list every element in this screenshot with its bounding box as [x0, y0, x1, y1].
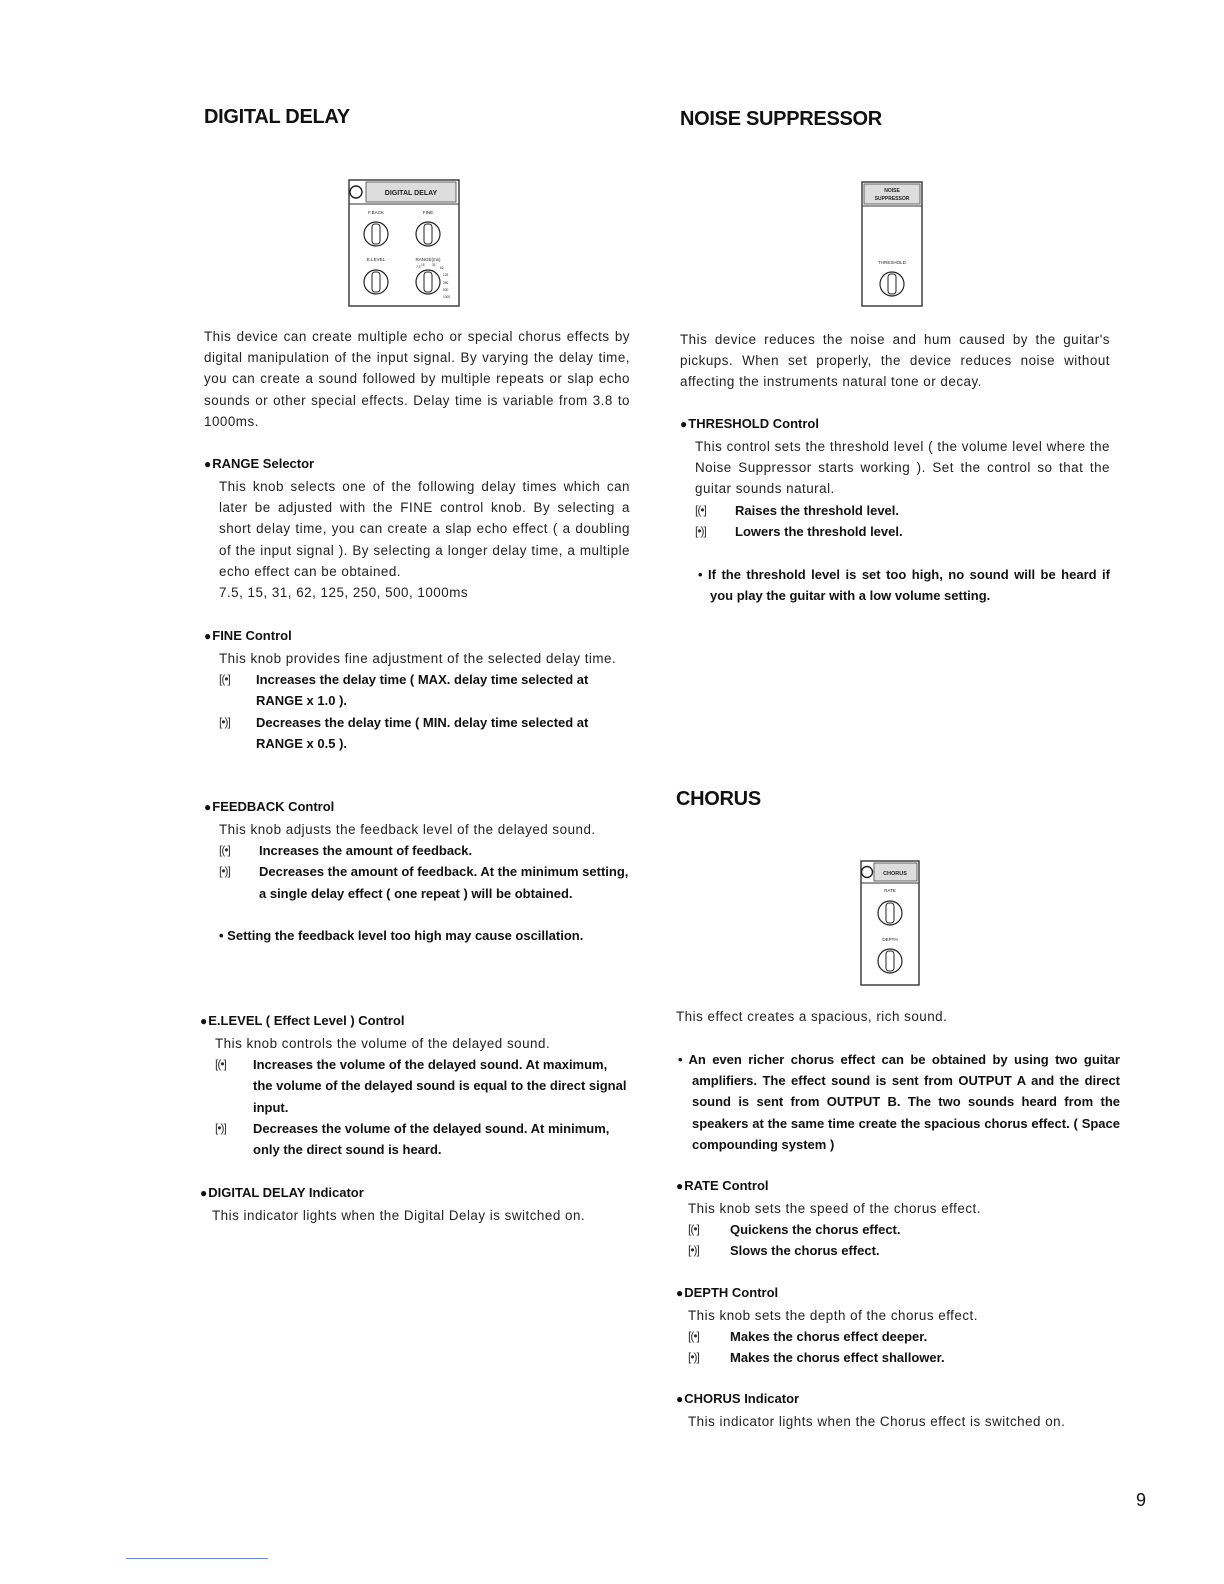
- range-section: [204, 454, 630, 603]
- clockwise-symbol-icon: [(•]: [219, 843, 230, 858]
- feedback-ccw-text: Decreases the amount of feedback. At the minimum setting, a single delay effect ( one repeat ) will be obtained.: [259, 864, 629, 901]
- range-mark-7: 500: [443, 288, 449, 292]
- elevel-ccw-text: Decreases the volume of the delayed sound. At minimum, only the direct sound is heard.: [253, 1120, 610, 1158]
- chorus-indicator-lamp-icon: [862, 867, 873, 878]
- range-heading: ● RANGE Selector: [204, 454, 630, 474]
- threshold-knob-icon: [880, 272, 904, 296]
- feedback-text: This knob adjusts the feedback level of the delayed sound.: [219, 822, 596, 837]
- rate-knob-icon: [878, 901, 902, 925]
- digital-delay-indicator-section: [200, 1183, 630, 1226]
- counterclockwise-symbol-icon: [•)]: [688, 1350, 699, 1365]
- feedback-note: • Setting the feedback level too high may cause oscillation.: [219, 927, 584, 943]
- digital-delay-title: DIGITAL DELAY: [204, 106, 350, 128]
- threshold-text: This control sets the threshold level ( the volume level where the Noise Suppressor starts working ). Set the control so that the guitar sounds natural.: [695, 439, 1110, 497]
- panel-name: DIGITAL DELAY: [384, 190, 438, 197]
- counterclockwise-symbol-icon: [•)]: [219, 714, 230, 729]
- threshold-section: [680, 414, 1110, 606]
- range-mark-5: 125: [443, 273, 449, 277]
- chorus-note: • An even richer chorus effect can be obtained by using two guitar amplifiers. The effect sound is sent from OUTPUT A and the direct sound is sent from OUTPUT B. The two sounds heard from the speakers at the same time create the spacious chorus effect. ( Space compounding system ): [678, 1052, 1120, 1152]
- chorus-intro: This effect creates a spacious, rich sound.: [676, 1009, 948, 1024]
- range-mark-2: 15: [421, 263, 425, 267]
- noise-suppressor-panel-illustration: [859, 180, 925, 310]
- clockwise-symbol-icon: [(•]: [688, 1222, 699, 1237]
- fine-label: FINE: [422, 210, 434, 215]
- rate-label: RATE: [884, 888, 896, 893]
- depth-heading: ● DEPTH Control: [676, 1283, 1110, 1303]
- depth-section: [676, 1283, 1110, 1369]
- threshold-cw-text: Raises the threshold level.: [735, 502, 900, 518]
- threshold-heading: ● THRESHOLD Control: [680, 414, 1110, 434]
- counterclockwise-symbol-icon: [•)]: [219, 864, 230, 879]
- depth-label: DEPTH: [882, 937, 898, 942]
- depth-ccw-text: Makes the chorus effect shallower.: [730, 1350, 945, 1366]
- digital-delay-indicator-text: This indicator lights when the Digital Delay is switched on.: [212, 1208, 586, 1223]
- range-mark-8: 1000: [443, 295, 451, 299]
- clockwise-symbol-icon: [(•]: [695, 502, 706, 517]
- chorus-panel-illustration: [858, 859, 922, 987]
- indicator-lamp-icon: [350, 186, 362, 198]
- chorus-panel-name: CHORUS: [883, 871, 907, 877]
- counterclockwise-symbol-icon: [•)]: [688, 1243, 699, 1258]
- fine-text: This knob provides fine adjustment of the selected delay time.: [219, 651, 617, 666]
- digital-delay-intro: This device can create multiple echo or special chorus effects by digital manipulation of the input signal. By varying the delay time, you can create a sound followed by multiple repeats or slap echo sounds or other special effects. Delay time is variable from 3.8 to 1000ms.: [204, 329, 630, 429]
- clockwise-symbol-icon: [(•]: [219, 672, 230, 687]
- elevel-knob-icon: [364, 270, 388, 294]
- elevel-text: This knob controls the volume of the delayed sound.: [215, 1036, 551, 1051]
- rate-section: [676, 1176, 1110, 1262]
- clockwise-symbol-icon: [(•]: [688, 1329, 699, 1344]
- range-values: 7.5, 15, 31, 62, 125, 250, 500, 1000ms: [219, 585, 469, 601]
- noise-suppressor-title: NOISE SUPPRESSOR: [680, 108, 882, 130]
- digital-delay-indicator-heading: ● DIGITAL DELAY Indicator: [200, 1183, 630, 1203]
- range-label: RANGE(ms): [415, 257, 441, 262]
- feedback-heading: ● FEEDBACK Control: [204, 797, 630, 817]
- threshold-note: • If the threshold level is set too high, no sound will be heard if you play the guitar with a low volume setting.: [698, 567, 1110, 604]
- range-mark-6: 250: [443, 281, 449, 285]
- page-number: 9: [1135, 1490, 1146, 1510]
- range-mark-3: 31: [432, 263, 436, 267]
- feedback-section: [204, 797, 630, 946]
- footer-rule: [126, 1558, 268, 1559]
- depth-text: This knob sets the depth of the chorus effect.: [688, 1308, 978, 1323]
- threshold-label: THRESHOLD: [878, 260, 906, 265]
- fback-label: F.BACK: [368, 210, 384, 215]
- ns-panel-name-line2: SUPPRESSOR: [874, 196, 910, 202]
- depth-cw-text: Makes the chorus effect deeper.: [730, 1329, 928, 1345]
- range-mark-4: 62: [440, 266, 444, 270]
- clockwise-symbol-icon: [(•]: [215, 1057, 226, 1072]
- rate-cw-text: Quickens the chorus effect.: [730, 1222, 901, 1238]
- rate-ccw-text: Slows the chorus effect.: [730, 1243, 880, 1259]
- elevel-heading: ● E.LEVEL ( Effect Level ) Control: [200, 1011, 630, 1031]
- fine-section: [204, 626, 630, 754]
- elevel-cw-text: Increases the volume of the delayed sound. At maximum, the volume of the delayed sound is equal to the direct signal input.: [253, 1057, 627, 1115]
- depth-knob-icon: [878, 949, 902, 973]
- chorus-indicator-heading: ● CHORUS Indicator: [676, 1389, 1110, 1409]
- fine-cw-text: Increases the delay time ( MAX. delay time selected at RANGE x 1.0 ).: [256, 672, 589, 709]
- chorus-indicator-text: This indicator lights when the Chorus effect is switched on.: [688, 1414, 1066, 1429]
- elevel-label: E.LEVEL: [366, 257, 386, 262]
- range-mark-1: 7.5: [416, 265, 421, 269]
- rate-text: This knob sets the speed of the chorus effect.: [688, 1201, 981, 1216]
- chorus-title: CHORUS: [676, 788, 761, 810]
- chorus-indicator-section: [676, 1389, 1110, 1432]
- counterclockwise-symbol-icon: [•)]: [215, 1120, 226, 1135]
- rate-heading: ● RATE Control: [676, 1176, 1110, 1196]
- noise-suppressor-intro: This device reduces the noise and hum caused by the guitar's pickups. When set properly, the device reduces noise without affecting the instruments natural tone or decay.: [680, 332, 1110, 390]
- digital-delay-panel-illustration: [346, 178, 462, 308]
- elevel-section: [200, 1011, 630, 1160]
- feedback-cw-text: Increases the amount of feedback.: [259, 843, 473, 859]
- counterclockwise-symbol-icon: [•)]: [695, 523, 706, 538]
- fine-heading: ● FINE Control: [204, 626, 630, 646]
- ns-panel-name-line1: NOISE: [884, 188, 900, 194]
- fine-ccw-text: Decreases the delay time ( MIN. delay time selected at RANGE x 0.5 ).: [256, 714, 589, 751]
- fback-knob-icon: [364, 222, 388, 246]
- threshold-ccw-text: Lowers the threshold level.: [735, 523, 903, 539]
- range-text: This knob selects one of the following delay times which can later be adjusted with the FINE control knob. By selecting a short delay time, you can create a slap echo effect ( a doubling of the input signal ). By selecting a longer delay time, a multiple echo effect can be obtained.: [219, 479, 630, 579]
- fine-knob-icon: [416, 222, 440, 246]
